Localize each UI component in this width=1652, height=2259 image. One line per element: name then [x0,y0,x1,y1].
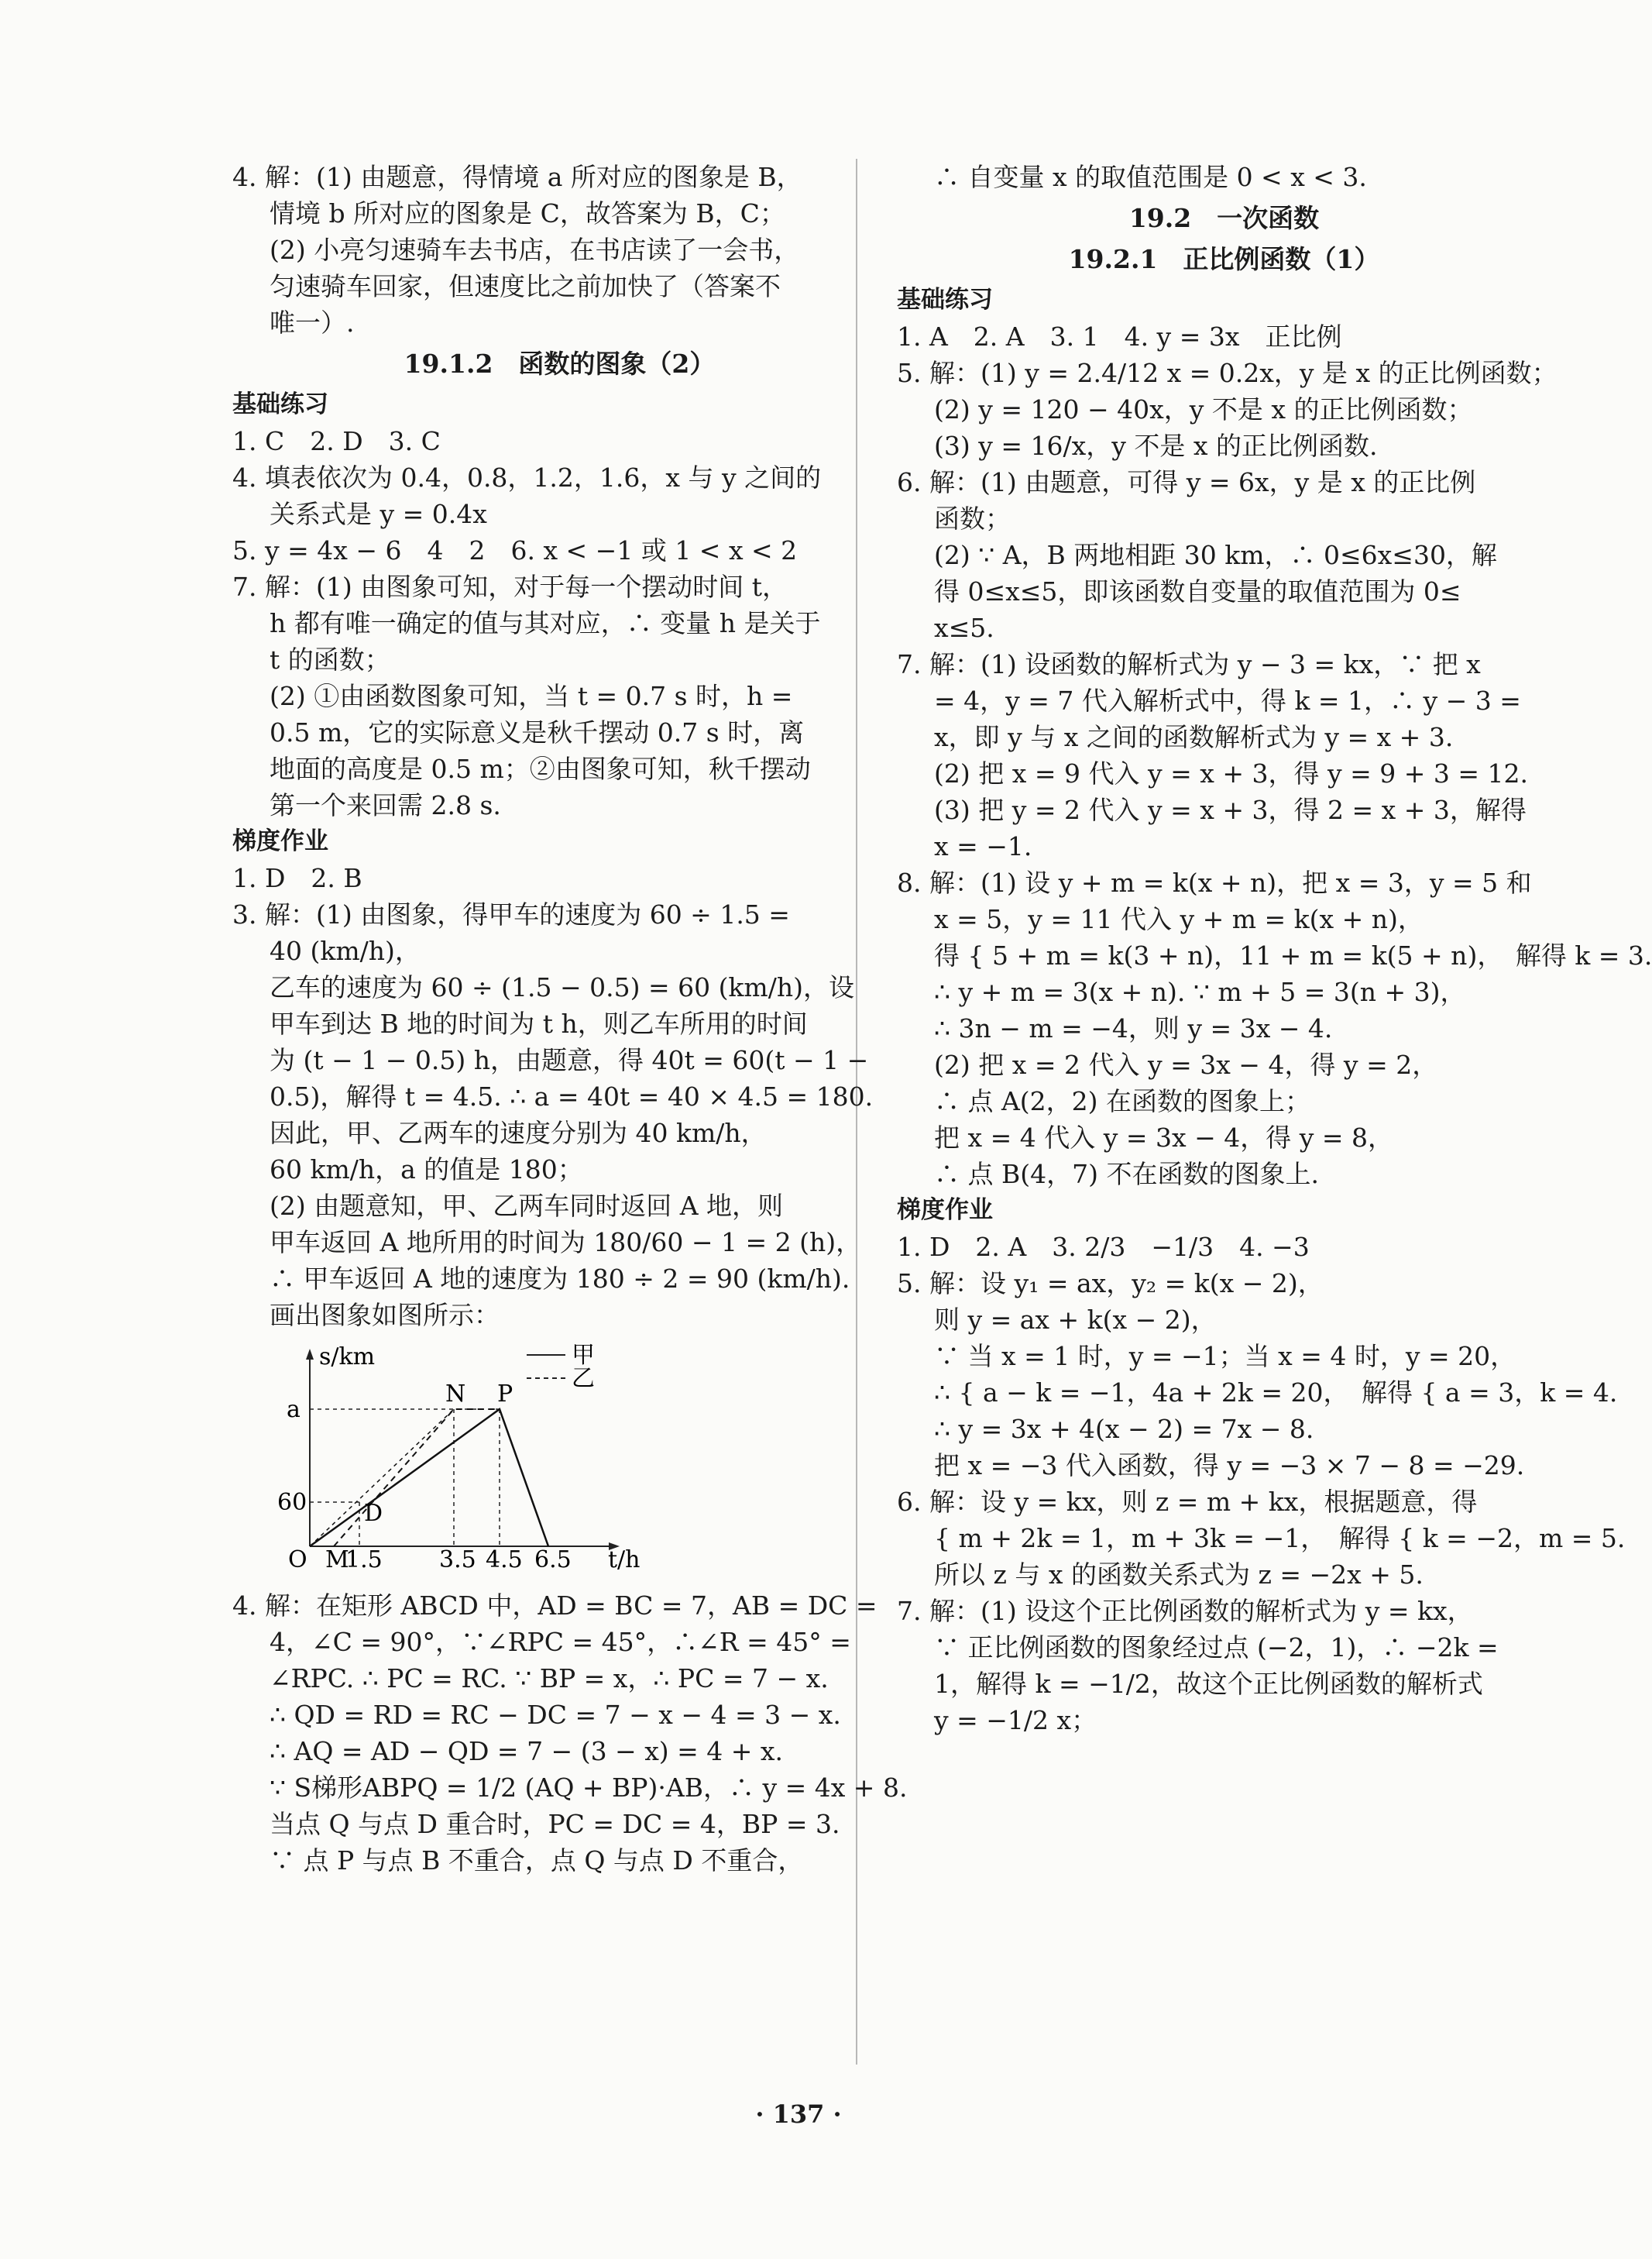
text-line: (2) 把 x = 2 代入 y = 3x − 4，得 y = 2， [934,1050,1438,1080]
text-line: 关系式是 y = 0.4x [270,499,487,529]
gradient-homework-answers [232,860,887,1333]
text-line: 7. 解：(1) 设这个正比例函数的解析式为 y = kx， [897,1596,1473,1626]
text-line: 4. 解：(1) 由题意，得情境 a 所对应的图象是 B， [232,162,802,192]
y-tick-a: a [287,1396,301,1423]
text-line: x = −1. [934,831,1032,861]
text-line: 函数； [934,504,1011,534]
answer-block-q4 [232,159,887,341]
gradient-homework-label: 梯度作业 [897,1196,993,1224]
basic-practice-label: 基础练习 [897,286,993,314]
text-line: (2) 小亮匀速骑车去书店，在书店读了一会书， [270,235,800,265]
text-line: 画出图象如图所示： [270,1300,500,1330]
gradient-homework-answers [897,1229,1626,1738]
text-line: h 都有唯一确定的值与其对应，∴ 变量 h 是关于 [270,608,821,638]
text-line: ∴ 甲车返回 A 地的速度为 180 ÷ 2 = 90 (km/h). [270,1264,850,1294]
x-tick-4-5: 4.5 [486,1546,523,1573]
x-tick-O: O [288,1546,307,1573]
text-line: 40 (km/h)， [270,936,421,966]
text-line: 6. 解：(1) 由题意，可得 y = 6x，y 是 x 的正比例 [897,467,1476,497]
text-line: 3. 解：(1) 由图象，得甲车的速度为 60 ÷ 1.5 = [232,899,790,930]
text-line: 情境 b 所对应的图象是 C，故答案为 B，C； [270,198,785,229]
text-line: 把 x = 4 代入 y = 3x − 4，得 y = 8， [934,1123,1393,1153]
text-line: ∵ 当 x = 1 时，y = −1；当 x = 4 时，y = 20， [934,1341,1516,1371]
section-title: 19.2.1 正比例函数（1） [1068,244,1380,274]
x-tick-1-5: 1.5 [345,1546,383,1573]
text-line: (2) y = 120 − 40x，y 不是 x 的正比例函数； [934,394,1473,425]
text-line: 当点 Q 与点 D 重合时，PC = DC = 4，BP = 3. [270,1809,840,1839]
basic-practice-label: 基础练习 [232,390,328,418]
text-line: 地面的高度是 0.5 m；②由图象可知，秋千摆动 [270,754,811,784]
text-line: 1，解得 k = −1/2，故这个正比例函数的解析式 [934,1669,1483,1699]
text-line: ∵ 正比例函数的图象经过点 (−2，1)，∴ −2k = [934,1632,1499,1662]
text-line: 1. D 2. B [232,863,362,893]
x-tick-M: M [325,1546,349,1573]
text-line: 0.5 m，它的实际意义是秋千摆动 0.7 s 时，离 [270,717,805,748]
text-line: 4，∠C = 90°，∵∠RPC = 45°，∴∠R = 45° = [270,1627,851,1657]
x-axis-label: t/h [608,1546,641,1573]
y-axis-arrow [306,1349,314,1360]
text-line: 1. A 2. A 3. 1 4. y = 3x 正比例 [897,321,1342,352]
text-line: ∵ S梯形ABPQ = 1/2 (AQ + BP)·AB，∴ y = 4x + 8. [270,1772,908,1803]
text-line: 7. 解：(1) 由图象可知，对于每一个摆动时间 t， [232,572,788,602]
point-label-P: P [497,1380,513,1408]
text-line: ∵ 点 P 与点 B 不重合，点 Q 与点 D 不重合， [270,1845,804,1876]
text-line: x≤5. [934,613,994,643]
basic-practice-answers [897,318,1652,1192]
text-line: ∴ AQ = AD − QD = 7 − (3 − x) = 4 + x. [270,1736,784,1766]
right-column [897,159,1652,1738]
chapter-title: 19.2 一次函数 [1128,203,1320,233]
text-line: 1. D 2. A 3. 2/3 −1/3 4. −3 [897,1232,1310,1262]
text-line: ∠RPC. ∴ PC = RC. ∵ BP = x，∴ PC = 7 − x. [270,1663,829,1693]
text-line: (2) 由题意知，甲、乙两车同时返回 A 地，则 [270,1191,784,1221]
basic-practice-answers [232,423,887,823]
text-line: 8. 解：(1) 设 y + m = k(x + n)，把 x = 3，y = 5 和 [897,868,1532,898]
text-line: t 的函数； [270,645,390,675]
series-jia-line [310,1409,548,1546]
text-line: ∴ QD = RD = RC − DC = 7 − x − 4 = 3 − x. [270,1700,841,1730]
text-line: 所以 z 与 x 的函数关系式为 z = −2x + 5. [934,1559,1424,1590]
text-line: 乙车的速度为 60 ÷ (1.5 − 0.5) = 60 (km/h)，设 [270,972,854,1002]
text-line: (2) ∵ A，B 两地相距 30 km，∴ 0≤6x≤30，解 [934,540,1497,570]
text-line: ∴ { a − k = −1，4a + 2k = 20， 解得 { a = 3，k = 4. [934,1377,1618,1408]
text-line: 4. 解：在矩形 ABCD 中，AD = BC = 7，AB = DC = [232,1590,878,1621]
x-tick-6-5: 6.5 [534,1546,572,1573]
text-line: 为 (t − 1 − 0.5) h，由题意，得 40t = 60(t − 1 − [270,1045,869,1075]
answer-block-q4-rectangle [232,1587,908,1879]
text-line: 0.5)，解得 t = 4.5. ∴ a = 40t = 40 × 4.5 = 180. [270,1081,874,1112]
text-line: 则 y = ax + k(x − 2)， [934,1305,1217,1335]
text-line: 得 0≤x≤5，即该函数自变量的取值范围为 0≤ [934,576,1461,607]
text-line: ∴ 3n − m = −4，则 y = 3x − 4. [934,1013,1333,1044]
text-line: 匀速骑车回家，但速度比之前加快了（答案不 [270,271,781,301]
text-line: (2) 把 x = 9 代入 y = x + 3，得 y = 9 + 3 = 12. [934,758,1528,789]
left-column [232,159,908,1879]
text-line: 7. 解：(1) 设函数的解析式为 y − 3 = kx，∵ 把 x [897,649,1481,679]
legend-solid-label: 甲 [572,1342,595,1369]
text-line: ∴ y + m = 3(x + n). ∵ m + 5 = 3(n + 3)， [934,977,1466,1007]
text-line: 6. 解：设 y = kx，则 z = m + kx，根据题意，得 [897,1487,1478,1517]
distance-time-figure [277,1341,651,1573]
gradient-homework-label: 梯度作业 [232,827,328,855]
text-line: ∴ 点 A(2，2) 在函数的图象上； [934,1086,1311,1116]
text-line: y = −1/2 x； [934,1705,1097,1735]
text-line: 得 { 5 + m = k(3 + n)，11 + m = k(5 + n)， 解得 k = 3. [934,940,1652,971]
text-line: 5. y = 4x − 6 4 2 6. x < −1 或 1 < x < 2 [232,535,798,566]
x-tick-3-5: 3.5 [439,1546,476,1573]
page-number: · 137 · [755,2099,842,2129]
text-line: (3) y = 16/x，y 不是 x 的正比例函数. [934,431,1378,461]
text-line: 60 km/h，a 的值是 180； [270,1154,583,1185]
text-line: ∴ 点 B(4，7) 不在函数的图象上. [934,1159,1319,1189]
text-line: 4. 填表依次为 0.4，0.8，1.2，1.6，x 与 y 之间的 [232,462,822,493]
text-line: { m + 2k = 1，m + 3k = −1， 解得 { k = −2，m = 5. [934,1523,1626,1553]
text-line: 唯一）. [270,308,355,338]
section-title: 19.1.2 函数的图象（2） [404,349,716,379]
y-tick-60: 60 [277,1489,307,1516]
text-line: (2) ①由函数图象可知，当 t = 0.7 s 时，h = [270,681,793,711]
text-line: 甲车返回 A 地所用的时间为 180/60 − 1 = 2 (h)， [270,1227,862,1257]
legend-dashed-label: 乙 [572,1365,595,1392]
text-line: 把 x = −3 代入函数，得 y = −3 × 7 − 8 = −29. [934,1450,1525,1480]
text-line: 5. 解：(1) y = 2.4/12 x = 0.2x，y 是 x 的正比例函数； [897,358,1558,388]
text-line: = 4，y = 7 代入解析式中，得 k = 1，∴ y − 3 = [934,686,1521,716]
text-line: (3) 把 y = 2 代入 y = x + 3，得 2 = x + 3，解得 [934,795,1527,825]
text-line: ∴ y = 3x + 4(x − 2) = 7x − 8. [934,1414,1314,1444]
text-line: 第一个来回需 2.8 s. [270,790,501,820]
text-line: 因此，甲、乙两车的速度分别为 40 km/h， [270,1118,767,1148]
text-line: ∴ 自变量 x 的取值范围是 0 < x < 3. [934,162,1367,192]
point-label-D: D [364,1500,383,1527]
text-line: x = 5，y = 11 代入 y + m = k(x + n)， [934,904,1424,934]
point-label-N: N [445,1380,466,1408]
text-line: 甲车到达 B 地的时间为 t h，则乙车所用的时间 [270,1009,808,1039]
text-line: x，即 y 与 x 之间的函数解析式为 y = x + 3. [934,722,1454,752]
y-axis-label: s/km [319,1343,376,1370]
text-line: 5. 解：设 y₁ = ax，y₂ = k(x − 2)， [897,1268,1324,1298]
text-line: 1. C 2. D 3. C [232,426,441,456]
